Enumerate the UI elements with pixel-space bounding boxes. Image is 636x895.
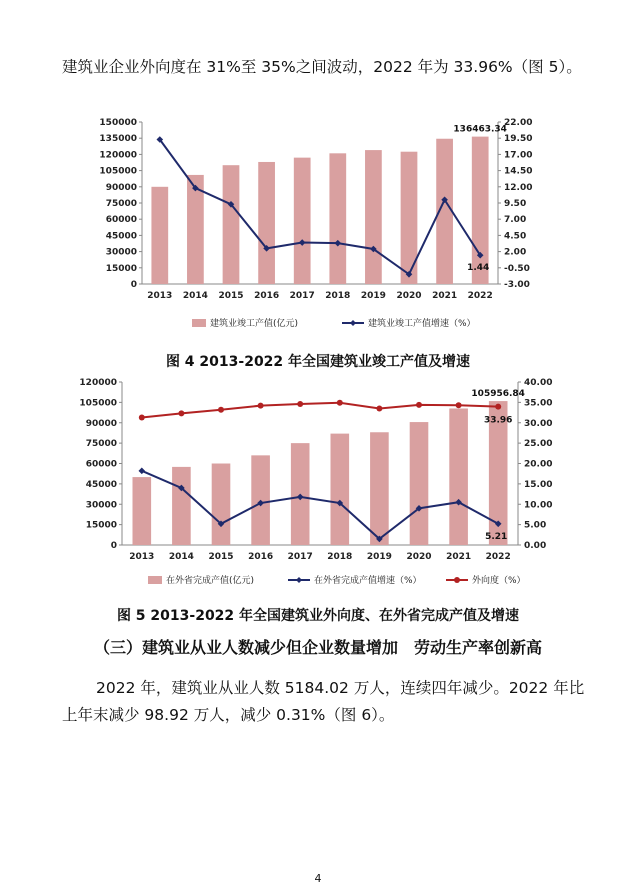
x-tick-label: 2021	[432, 291, 458, 301]
y-tick-label-right: 5.00	[524, 520, 547, 531]
x-tick-label: 2015	[208, 552, 234, 562]
series-point	[178, 410, 184, 416]
y-tick-label-right: 9.50	[504, 199, 527, 209]
y-tick-label-left: 75000	[105, 199, 137, 209]
section-heading: （三）建筑业从业人数减少但企业数量增加 劳动生产率创新高	[93, 638, 542, 657]
y-tick-label-right: 7.00	[504, 215, 527, 226]
paragraph-employment-line2: 上年末减少 98.92 万人，减少 0.31%（图 6）。	[62, 706, 395, 724]
y-tick-label-right: 15.00	[524, 479, 553, 490]
bar	[132, 477, 151, 545]
x-tick-label: 2017	[287, 552, 313, 562]
chart-outside-province-output	[0, 370, 636, 598]
bar	[370, 432, 389, 545]
bar	[223, 165, 240, 284]
y-tick-label-right: 35.00	[524, 398, 553, 409]
y-tick-label-left: 45000	[105, 231, 137, 242]
bar	[449, 408, 468, 545]
x-tick-label: 2021	[446, 552, 472, 562]
legend-label: 在外省完成产值增速（%）	[314, 576, 422, 586]
bar	[294, 158, 311, 284]
y-tick-label-right: 19.50	[504, 134, 533, 145]
paragraph-employment-line1: 2022 年，建筑业从业人数 5184.02 万人，连续四年减少。2022 年比	[96, 679, 585, 697]
series-point	[456, 402, 462, 408]
series-line	[160, 139, 480, 274]
data-label-line-last: 1.44	[467, 263, 490, 274]
series-line	[142, 403, 498, 418]
data-label-bar-last: 136463.34	[453, 124, 507, 135]
legend-marker	[296, 577, 302, 583]
x-tick-label: 2016	[254, 291, 280, 301]
y-tick-label-right: -0.50	[504, 263, 530, 274]
series-point	[495, 404, 501, 410]
legend-label: 建筑业竣工产值(亿元)	[210, 319, 299, 329]
data-label-line-last: 5.21	[485, 531, 508, 542]
bar	[172, 467, 191, 545]
legend-marker	[454, 577, 460, 583]
y-tick-label-left: 105000	[79, 398, 117, 409]
y-tick-label-left: 30000	[105, 247, 137, 258]
x-tick-label: 2019	[360, 291, 386, 301]
y-tick-label-left: 135000	[99, 134, 137, 145]
y-tick-label-left: 120000	[99, 150, 137, 161]
y-tick-label-left: 45000	[85, 479, 117, 490]
x-tick-label: 2018	[325, 291, 351, 301]
legend-marker	[350, 320, 356, 326]
y-tick-label-right: 10.00	[524, 500, 553, 511]
data-label-bar-last: 105956.84	[471, 389, 525, 400]
series-point	[139, 414, 145, 420]
y-tick-label-right: 25.00	[524, 439, 553, 450]
x-tick-label: 2013	[147, 291, 173, 301]
x-tick-label: 2015	[218, 291, 244, 301]
legend-label: 外向度（%）	[472, 576, 526, 586]
y-tick-label-right: 12.00	[504, 182, 533, 193]
series-point	[139, 468, 146, 475]
y-tick-label-right: 40.00	[524, 378, 553, 388]
y-tick-label-right: 17.00	[504, 150, 533, 161]
y-tick-label-left: 75000	[85, 439, 117, 450]
y-tick-label-left: 15000	[85, 520, 117, 531]
bar	[472, 137, 489, 284]
x-tick-label: 2019	[366, 552, 392, 562]
chart-completed-output	[0, 108, 636, 346]
series-point	[297, 401, 303, 407]
series-point	[337, 400, 343, 406]
bar	[258, 162, 275, 284]
series-point	[218, 407, 224, 413]
y-tick-label-left: 150000	[99, 118, 137, 128]
x-tick-label: 2022	[467, 291, 493, 301]
x-tick-label: 2014	[168, 552, 194, 562]
bar	[212, 464, 231, 546]
x-tick-label: 2020	[406, 552, 432, 562]
y-tick-label-left: 60000	[85, 459, 117, 470]
bar	[151, 187, 168, 284]
x-tick-label: 2013	[129, 552, 155, 562]
x-tick-label: 2014	[182, 291, 208, 301]
data-label-line2-last: 33.96	[483, 415, 513, 426]
x-tick-label: 2020	[396, 291, 422, 301]
y-tick-label-left: 60000	[105, 215, 137, 226]
x-tick-label: 2018	[327, 552, 353, 562]
y-tick-label-left: 0	[130, 280, 137, 290]
bar	[365, 150, 382, 284]
page-number: 4	[314, 872, 322, 885]
y-tick-label-left: 30000	[85, 500, 117, 511]
figure-4-caption: 图 4 2013-2022 年全国建筑业竣工产值及增速	[165, 354, 471, 370]
x-tick-label: 2022	[485, 552, 511, 562]
bar	[330, 434, 349, 545]
y-tick-label-left: 15000	[105, 263, 137, 274]
series-point	[416, 402, 422, 408]
y-tick-label-right: 20.00	[524, 459, 553, 470]
y-tick-label-right: 22.00	[504, 118, 533, 128]
x-tick-label: 2016	[248, 552, 274, 562]
y-tick-label-left: 105000	[99, 166, 137, 177]
y-tick-label-left: 0	[110, 541, 117, 551]
y-tick-label-left: 90000	[105, 182, 137, 193]
x-tick-label: 2017	[289, 291, 315, 301]
legend-label: 在外省完成产值(亿元)	[166, 576, 255, 586]
y-tick-label-right: 4.50	[504, 231, 527, 242]
bar	[329, 153, 346, 284]
y-tick-label-right: 14.50	[504, 166, 533, 177]
legend-swatch-bar	[148, 576, 162, 584]
bar	[410, 422, 429, 545]
y-tick-label-right: 0.00	[524, 541, 547, 551]
y-tick-label-right: 30.00	[524, 418, 553, 429]
legend-label: 建筑业竣工产值增速（%）	[368, 319, 476, 329]
figure-5-caption: 图 5 2013-2022 年全国建筑业外向度、在外省完成产值及增速	[116, 608, 520, 624]
series-point	[376, 405, 382, 411]
legend-swatch-bar	[192, 319, 206, 327]
paragraph-outward-degree: 建筑业企业外向度在 31%至 35%之间波动，2022 年为 33.96%（图 5）。	[62, 58, 582, 76]
series-point	[258, 403, 264, 409]
series-line	[142, 471, 498, 539]
y-tick-label-right: 2.00	[504, 247, 527, 258]
y-tick-label-right: -3.00	[504, 280, 530, 290]
y-tick-label-left: 120000	[79, 378, 117, 388]
y-tick-label-left: 90000	[85, 418, 117, 429]
